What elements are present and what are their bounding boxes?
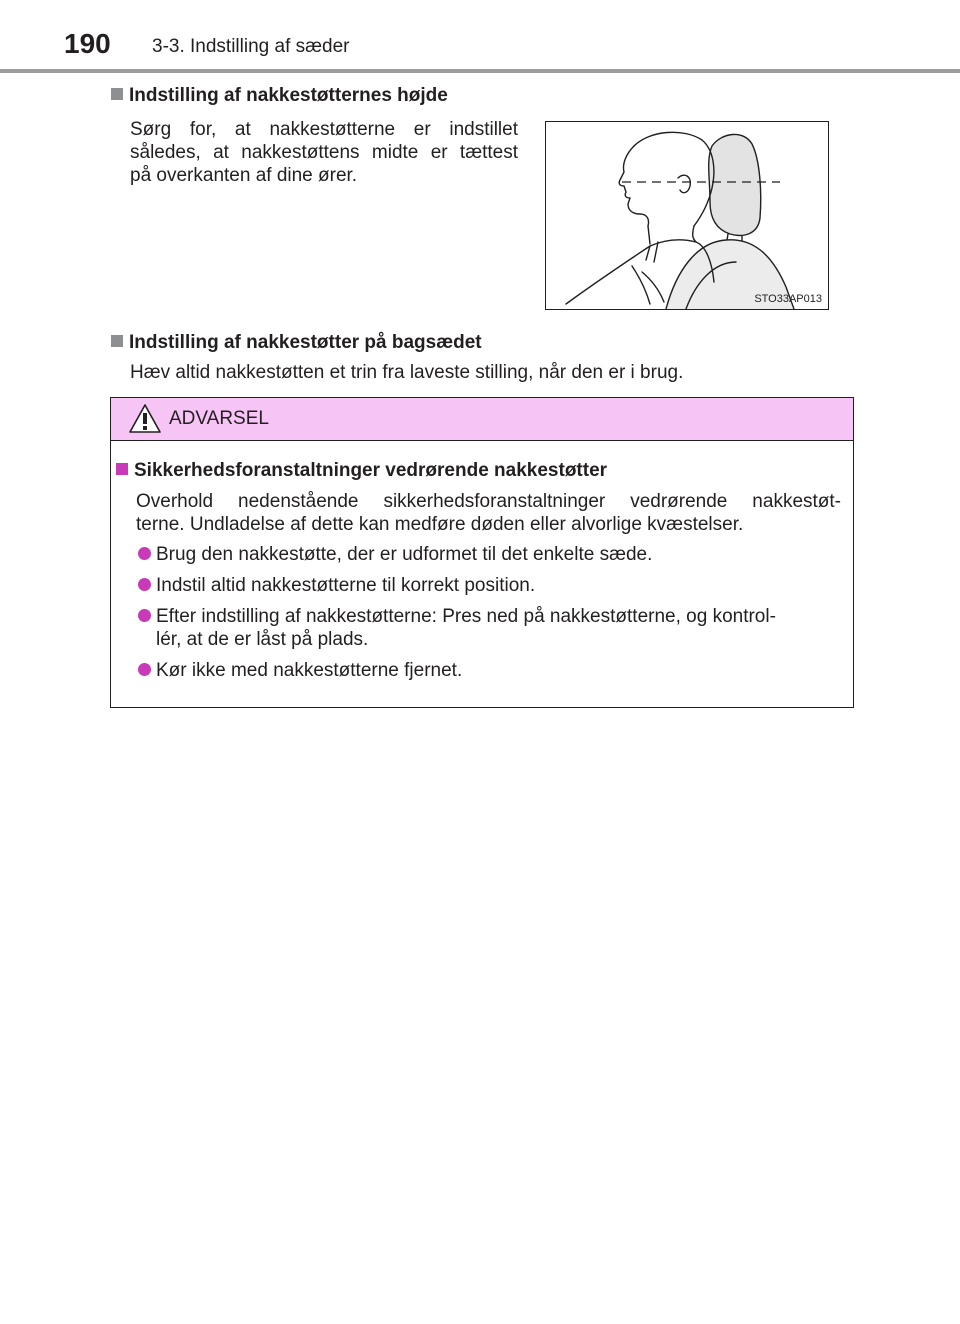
- section1-line: på overkanten af dine ører.: [130, 165, 358, 186]
- warning-subheading-text: Sikkerhedsforanstaltninger vedrørende nakkestøtter: [134, 460, 608, 481]
- section2-text: Hæv altid nakkestøtten et trin fra laveste stilling, når den er i brug.: [130, 362, 684, 383]
- warning-bullet-text: Indstil altid nakkestøtterne til korrekt position.: [156, 575, 536, 596]
- warning-title: ADVARSEL: [169, 408, 269, 429]
- section1-line: Sørg for, at nakkestøtterne er indstillet: [130, 119, 518, 140]
- round-bullet-icon: [138, 547, 151, 560]
- section-heading-height: [111, 85, 448, 107]
- square-bullet-icon: [111, 88, 123, 100]
- warning-subheading: [116, 459, 607, 482]
- head-and-headrest-drawing: [546, 122, 828, 309]
- warning-box: [110, 397, 854, 708]
- warning-bullet-text: Brug den nakkestøtte, der er udformet til det enkelte sæde.: [156, 544, 653, 565]
- warning-intro-line: terne. Undladelse af dette kan medføre døden eller alvorlige kvæstelser.: [136, 514, 744, 535]
- warning-header: [111, 398, 853, 441]
- warning-bullet-text: Kør ikke med nakkestøtterne fjernet.: [156, 660, 463, 681]
- warning-bullet: [138, 543, 652, 566]
- section-heading-rear: [111, 332, 482, 354]
- warning-intro-line: Overhold nedenstående sikkerhedsforanstaltninger vedrørende nakkestøt-: [136, 491, 841, 512]
- warning-triangle-icon: [129, 404, 161, 433]
- section-heading-text: Indstilling af nakkestøtter på bagsædet: [129, 332, 482, 353]
- square-bullet-icon: [116, 463, 128, 475]
- section-heading-text: Indstilling af nakkestøtternes højde: [129, 85, 448, 106]
- round-bullet-icon: [138, 663, 151, 676]
- page-number: 190: [64, 28, 111, 59]
- round-bullet-icon: [138, 609, 151, 622]
- warning-bullet-continuation: lér, at de er låst på plads.: [156, 629, 369, 650]
- headrest-illustration: [545, 121, 829, 310]
- warning-bullet: [138, 574, 535, 597]
- square-bullet-icon: [111, 335, 123, 347]
- warning-bullet: [138, 659, 462, 682]
- running-title: 3-3. Indstilling af sæder: [152, 36, 350, 57]
- warning-bullet-text: Efter indstilling af nakkestøtterne: Pres ned på nakkestøtterne, og kontrol-: [156, 606, 776, 627]
- warning-bullet: [138, 605, 776, 628]
- figure-code: STO33AP013: [754, 293, 822, 305]
- round-bullet-icon: [138, 578, 151, 591]
- header-rule: [0, 69, 960, 73]
- section1-line: således, at nakkestøttens midte er tættest: [130, 142, 518, 163]
